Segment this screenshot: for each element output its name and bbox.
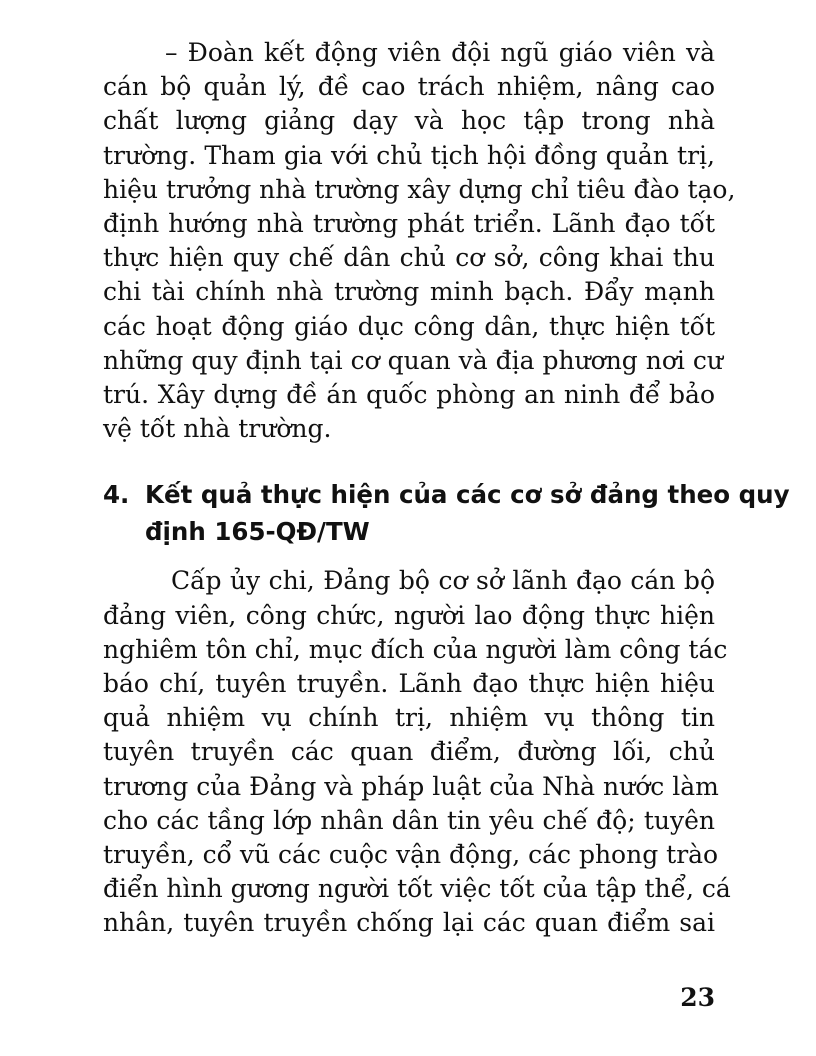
section-heading <box>103 476 790 550</box>
paragraph-1-line: các hoạt động giáo dục công dân, thực hiện tốt <box>103 311 715 341</box>
paragraph-2-line: nghiêm tôn chỉ, mục đích của người làm công tác <box>103 634 728 664</box>
section-heading-line: định 165-QĐ/TW <box>145 517 370 547</box>
paragraph-1-line: – Đoàn kết động viên đội ngũ giáo viên và <box>165 38 715 67</box>
paragraph-1 <box>103 36 736 446</box>
paragraph-2-line: Cấp ủy chi, Đảng bộ cơ sở lãnh đạo cán bộ <box>171 566 715 596</box>
paragraph-1-line: chi tài chính nhà trường minh bạch. Đẩy mạnh <box>103 277 715 307</box>
paragraph-2-line: cho các tầng lớp nhân dân tin yêu chế độ; tuyên <box>103 805 715 835</box>
paragraph-2-line: truyền, cổ vũ các cuộc vận động, các phong trào <box>103 840 719 870</box>
paragraph-2-line: đảng viên, công chức, người lao động thực hiện <box>103 600 715 630</box>
paragraph-1-line: chất lượng giảng dạy và học tập trong nhà <box>103 106 715 136</box>
paragraph-1-line: định hướng nhà trường phát triển. Lãnh đạo tốt <box>103 209 715 239</box>
paragraph-1-line: những quy định tại cơ quan và địa phương nơi cư <box>103 345 723 375</box>
page-number: 23 <box>680 983 715 1012</box>
paragraph-1-line: thực hiện quy chế dân chủ cơ sở, công khai thu <box>103 243 715 273</box>
paragraph-1-line: hiệu trưởng nhà trường xây dựng chỉ tiêu đào tạo, <box>103 174 736 204</box>
paragraph-2-line: điển hình gương người tốt việc tốt của tập thể, cá <box>103 874 731 904</box>
paragraph-2 <box>103 564 731 940</box>
paragraph-2-line: nhân, tuyên truyền chống lại các quan điểm sai <box>103 908 715 938</box>
paragraph-1-line: trường. Tham gia với chủ tịch hội đồng quản trị, <box>103 140 715 170</box>
section-heading-line: Kết quả thực hiện của các cơ sở đảng theo quy <box>145 480 790 510</box>
paragraph-2-line: trương của Đảng và pháp luật của Nhà nước làm <box>103 771 719 801</box>
page-content <box>103 36 790 941</box>
paragraph-2-line: báo chí, tuyên truyền. Lãnh đạo thực hiện hiệu <box>103 669 715 699</box>
paragraph-1-line: vệ tốt nhà trường. <box>103 414 332 444</box>
paragraph-1-line: cán bộ quản lý, đề cao trách nhiệm, nâng cao <box>103 72 715 102</box>
paragraph-2-line: quả nhiệm vụ chính trị, nhiệm vụ thông tin <box>103 703 715 733</box>
paragraph-1-line: trú. Xây dựng đề án quốc phòng an ninh để bảo <box>103 380 715 410</box>
paragraph-2-line: tuyên truyền các quan điểm, đường lối, chủ <box>103 737 715 767</box>
section-number: 4. <box>103 480 130 510</box>
